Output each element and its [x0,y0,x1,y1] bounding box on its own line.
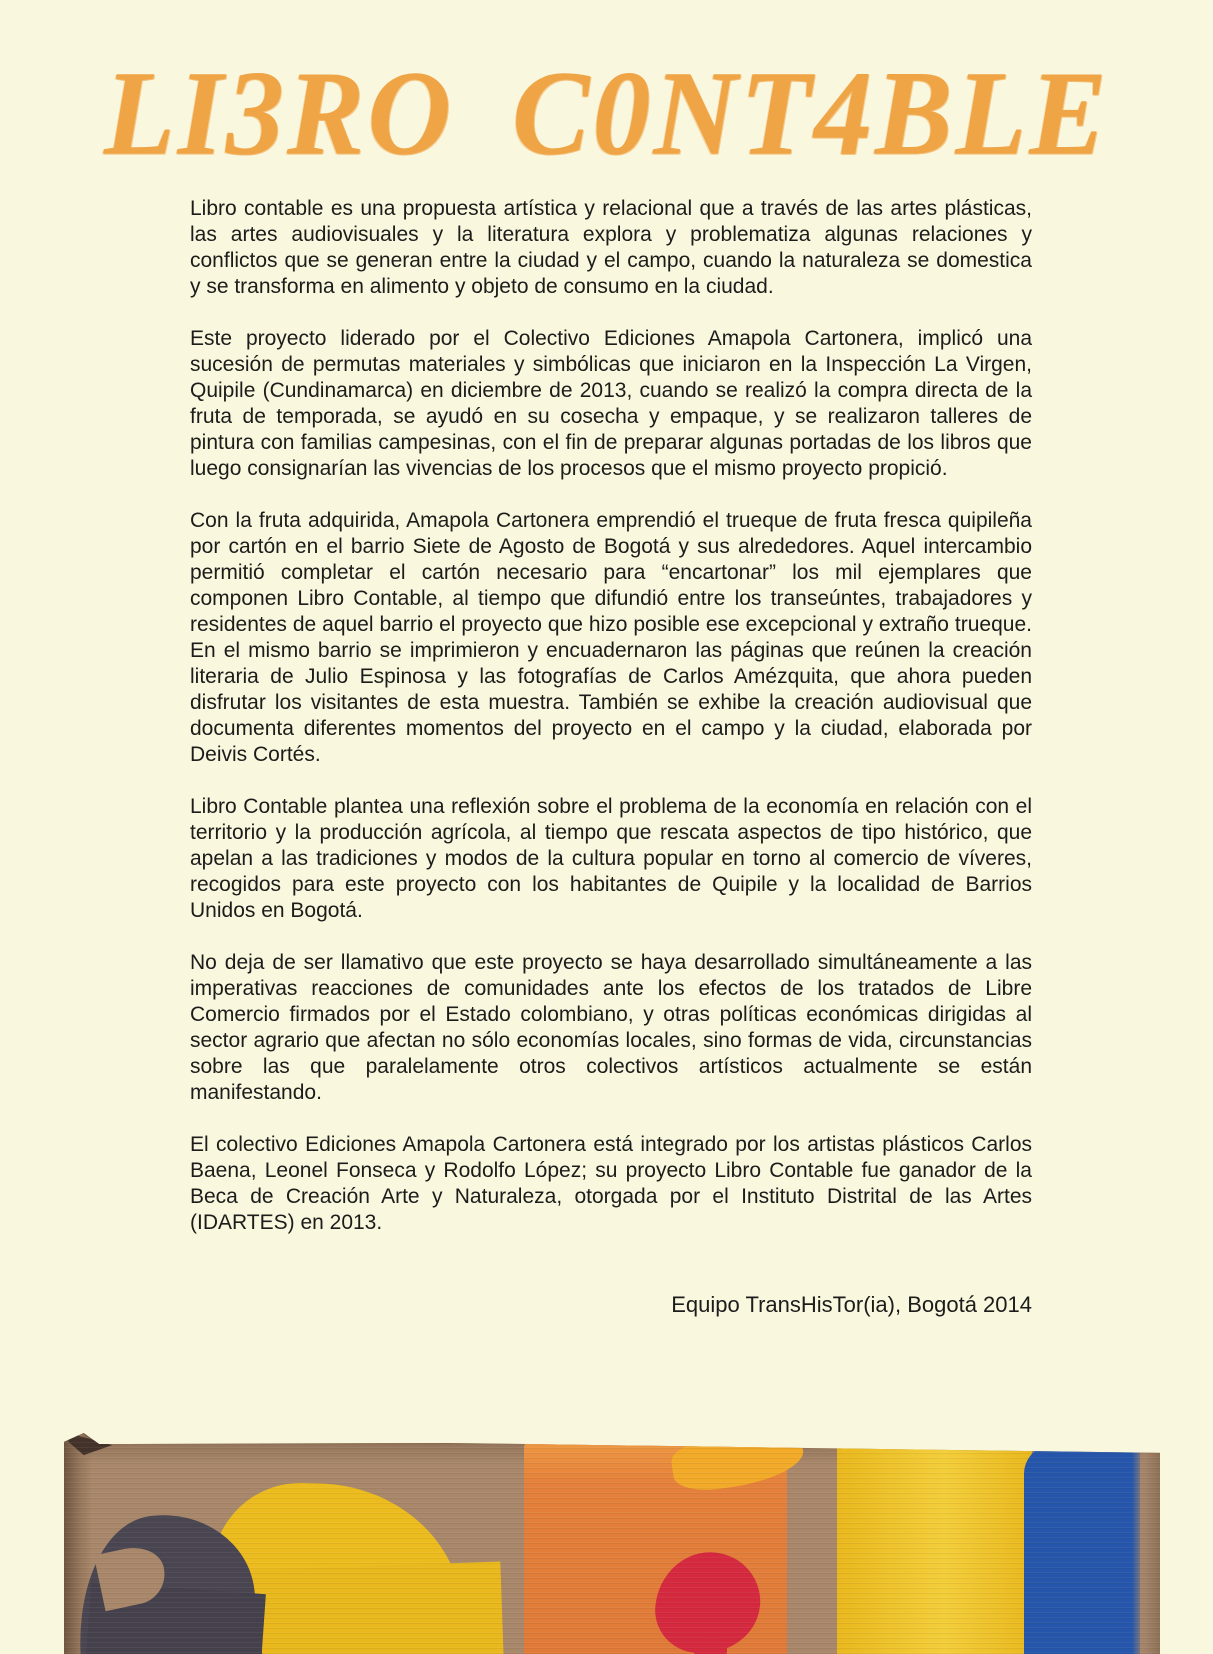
artwork-red-drip [694,1636,727,1654]
article-text [190,196,1032,1318]
artwork-yellow-patch-base [238,1561,504,1654]
page-title: LI3RO C0NT4BLE [104,47,1110,181]
paragraph-intro: Libro contable es una propuesta artística y relacional que a través de las artes plásticas, las artes audiovisuales y la literatura explora y problematiza algunas relaciones y conflictos que se generan entre la ciudad y el campo, cuando la naturaleza se domestica y se transforma en alimento y objeto de consumo en la ciudad. [190,197,1032,298]
paragraph-contexto: No deja de ser llamativo que este proyecto se haya desarrollado simultáneamente a las imperativas reacciones de comunidades ante los efectos de los tratados de Libre Comercio firmados por el Estado colombiano, y otras políticas económicas dirigidas al sector agrario que afectan no sólo economías locales, sino formas de vida, circunstancias sobre las que paralelamente otros colectivos artísticos actualmente se están manifestando. [190,951,1032,1104]
signature-line: Equipo TransHisTor(ia), Bogotá 2014 [671,1292,1032,1317]
paragraph-trueque: Con la fruta adquirida, Amapola Cartonera emprendió el trueque de fruta fresca quipileña por cartón en el barrio Siete de Agosto de Bogotá y sus alrededores. Aquel intercambio permitió completar el cartón necesario para “encartonar” los mil ejemplares que componen Libro Contable, al tiempo que difundió entre los transeúntes, trabajadores y residentes de aquel barrio el proyecto que hizo posible ese excepcional y extraño trueque. En el mismo barrio se imprimieron y encuadernaron las páginas que reúnen la creación literaria de Julio Espinosa y las fotografías de Carlos Amézquita, que ahora pueden disfrutar los visitantes de esta muestra. También se exhibe la creación audiovisual que documenta diferentes momentos del proyecto en el campo y la ciudad, elaborada por Deivis Cortés. [190,509,1032,766]
paragraph-reflexion: Libro Contable plantea una reflexión sobre el problema de la economía en relación con el territorio y la producción agrícola, al tiempo que rescata aspectos de tipo histórico, que apelan a las tradiciones y modos de la cultura popular en torno al comercio de víveres, recogidos para este proyecto con los habitantes de Quipile y la localidad de Barrios Unidos en Bogotá. [190,795,1032,922]
paragraph-project: Este proyecto liderado por el Colectivo Ediciones Amapola Cartonera, implicó una sucesión de permutas materiales y simbólicas que iniciaron en la Inspección La Virgen, Quipile (Cundinamarca) en diciembre de 2013, cuando se realizó la compra directa de la fruta de temporada, se ayudó en su cosecha y empaque, y se realizaron talleres de pintura con familias campesinas, con el fin de preparar algunas portadas de los libros que luego consignarían las vivencias de los procesos que el mismo proyecto propició. [190,327,1032,480]
painted-cardboard-artwork [64,1433,1160,1654]
artwork-right-edge [1132,1433,1160,1654]
artwork-yellow-band [837,1435,1032,1654]
paragraph-colectivo: El colectivo Ediciones Amapola Cartonera está integrado por los artistas plásticos Carlos Baena, Leonel Fonseca y Rodolfo López; su proyecto Libro Contable fue ganador de la Beca de Creación Arte y Naturaleza, otorgada por el Instituto Distrital de las Artes (IDARTES) en 2013. [190,1133,1032,1234]
artwork-blue-band [1024,1439,1140,1654]
